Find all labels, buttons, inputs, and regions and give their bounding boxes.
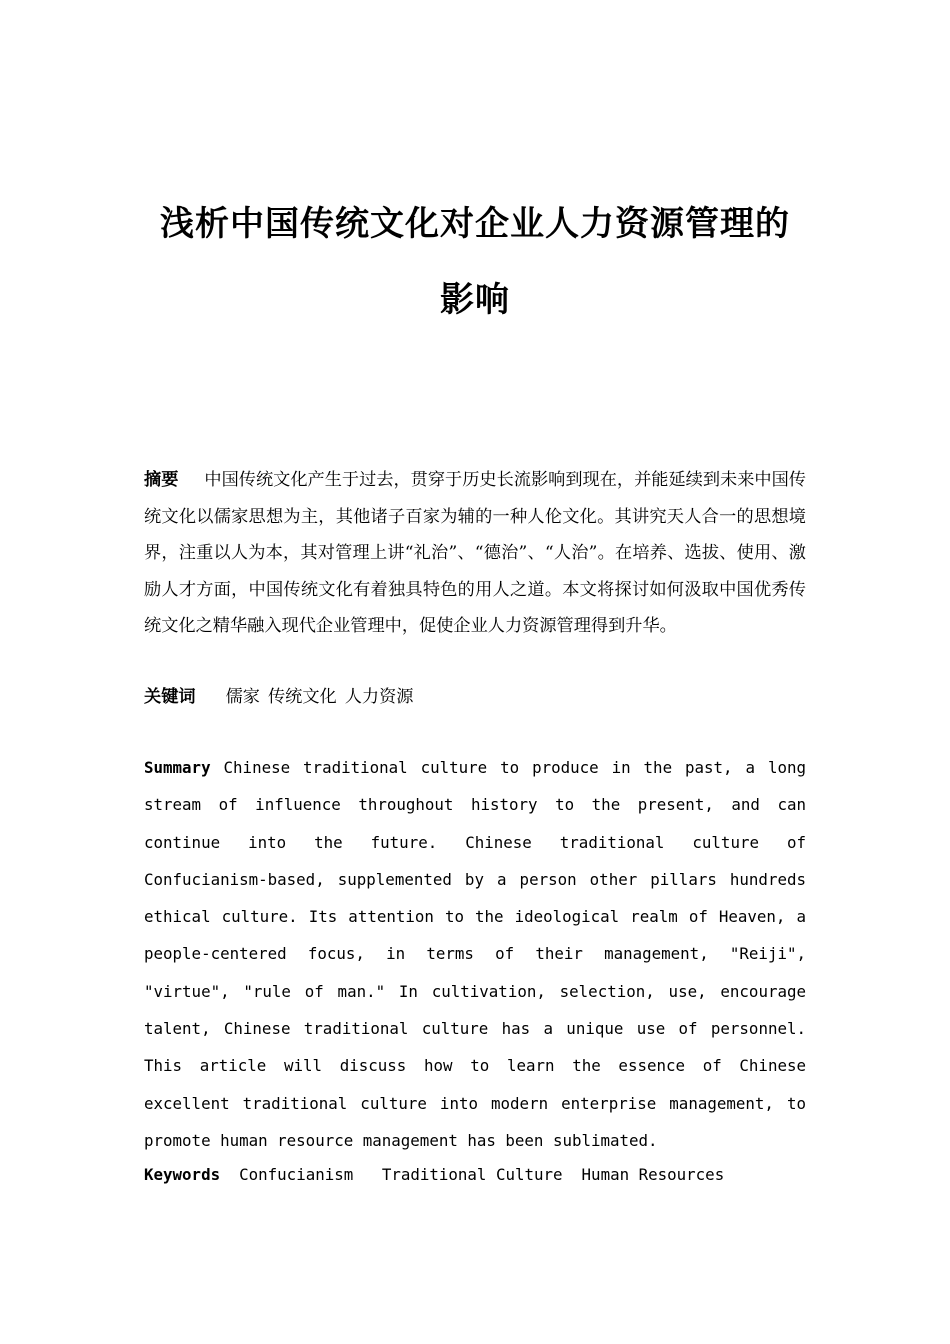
chinese-keyword: 儒家 [225, 687, 260, 707]
chinese-keyword: 传统文化 [267, 687, 337, 707]
english-keywords-label: Keywords [144, 1165, 221, 1184]
english-keywords [144, 1160, 806, 1190]
paper-title-line-2: 影响 [440, 280, 510, 320]
chinese-keyword: 人力资源 [344, 687, 414, 707]
english-abstract [144, 749, 806, 1159]
paper-title-line-1: 浅析中国传统文化对企业人力资源管理的 [160, 204, 790, 244]
chinese-keywords-label: 关键词 [144, 687, 196, 707]
chinese-keywords [144, 682, 806, 712]
english-keyword: Human Resources [581, 1165, 725, 1184]
chinese-abstract-text: 中国传统文化产生于过去，贯穿于历史长流影响到现在，并能延续到未来中国传统文化以儒家思想为主，其他诸子百家为辅的一种人伦文化。其讲究天人合一的思想境界，注重以人为本，其对管理上讲“礼治”、“德治”、“人治”。在培养、选拔、使用、激励人才方面，中国传统文化有着独具特色的用人之道。本文将探讨如何汲取中国优秀传统文化之精华融入现代企业管理中，促使企业人力资源管理得到升华。 [144, 470, 806, 636]
english-keyword: Confucianism [239, 1165, 354, 1184]
english-abstract-text: Chinese traditional culture to produce in the past, a long stream of influence throughout history to the present, and can continue into the future. Chinese traditional culture of Confucianism-based, supplemented by a person other pillars hundreds ethical culture. Its attention to the ideological realm of Heaven, a people-centered focus, in terms of their management, "Reiji", "virtue", "rule of man." In cultivation, selection, use, encourage talent, Chinese traditional culture has a unique use of personnel. This article will discuss how to learn the essence of Chinese excellent traditional culture into modern enterprise management, to promote human resource management has been sublimated. [144, 758, 806, 1150]
chinese-abstract-label: 摘要 [144, 470, 179, 490]
chinese-abstract [144, 462, 806, 645]
english-abstract-label: Summary [144, 758, 211, 777]
english-keyword: Traditional Culture [381, 1165, 563, 1184]
